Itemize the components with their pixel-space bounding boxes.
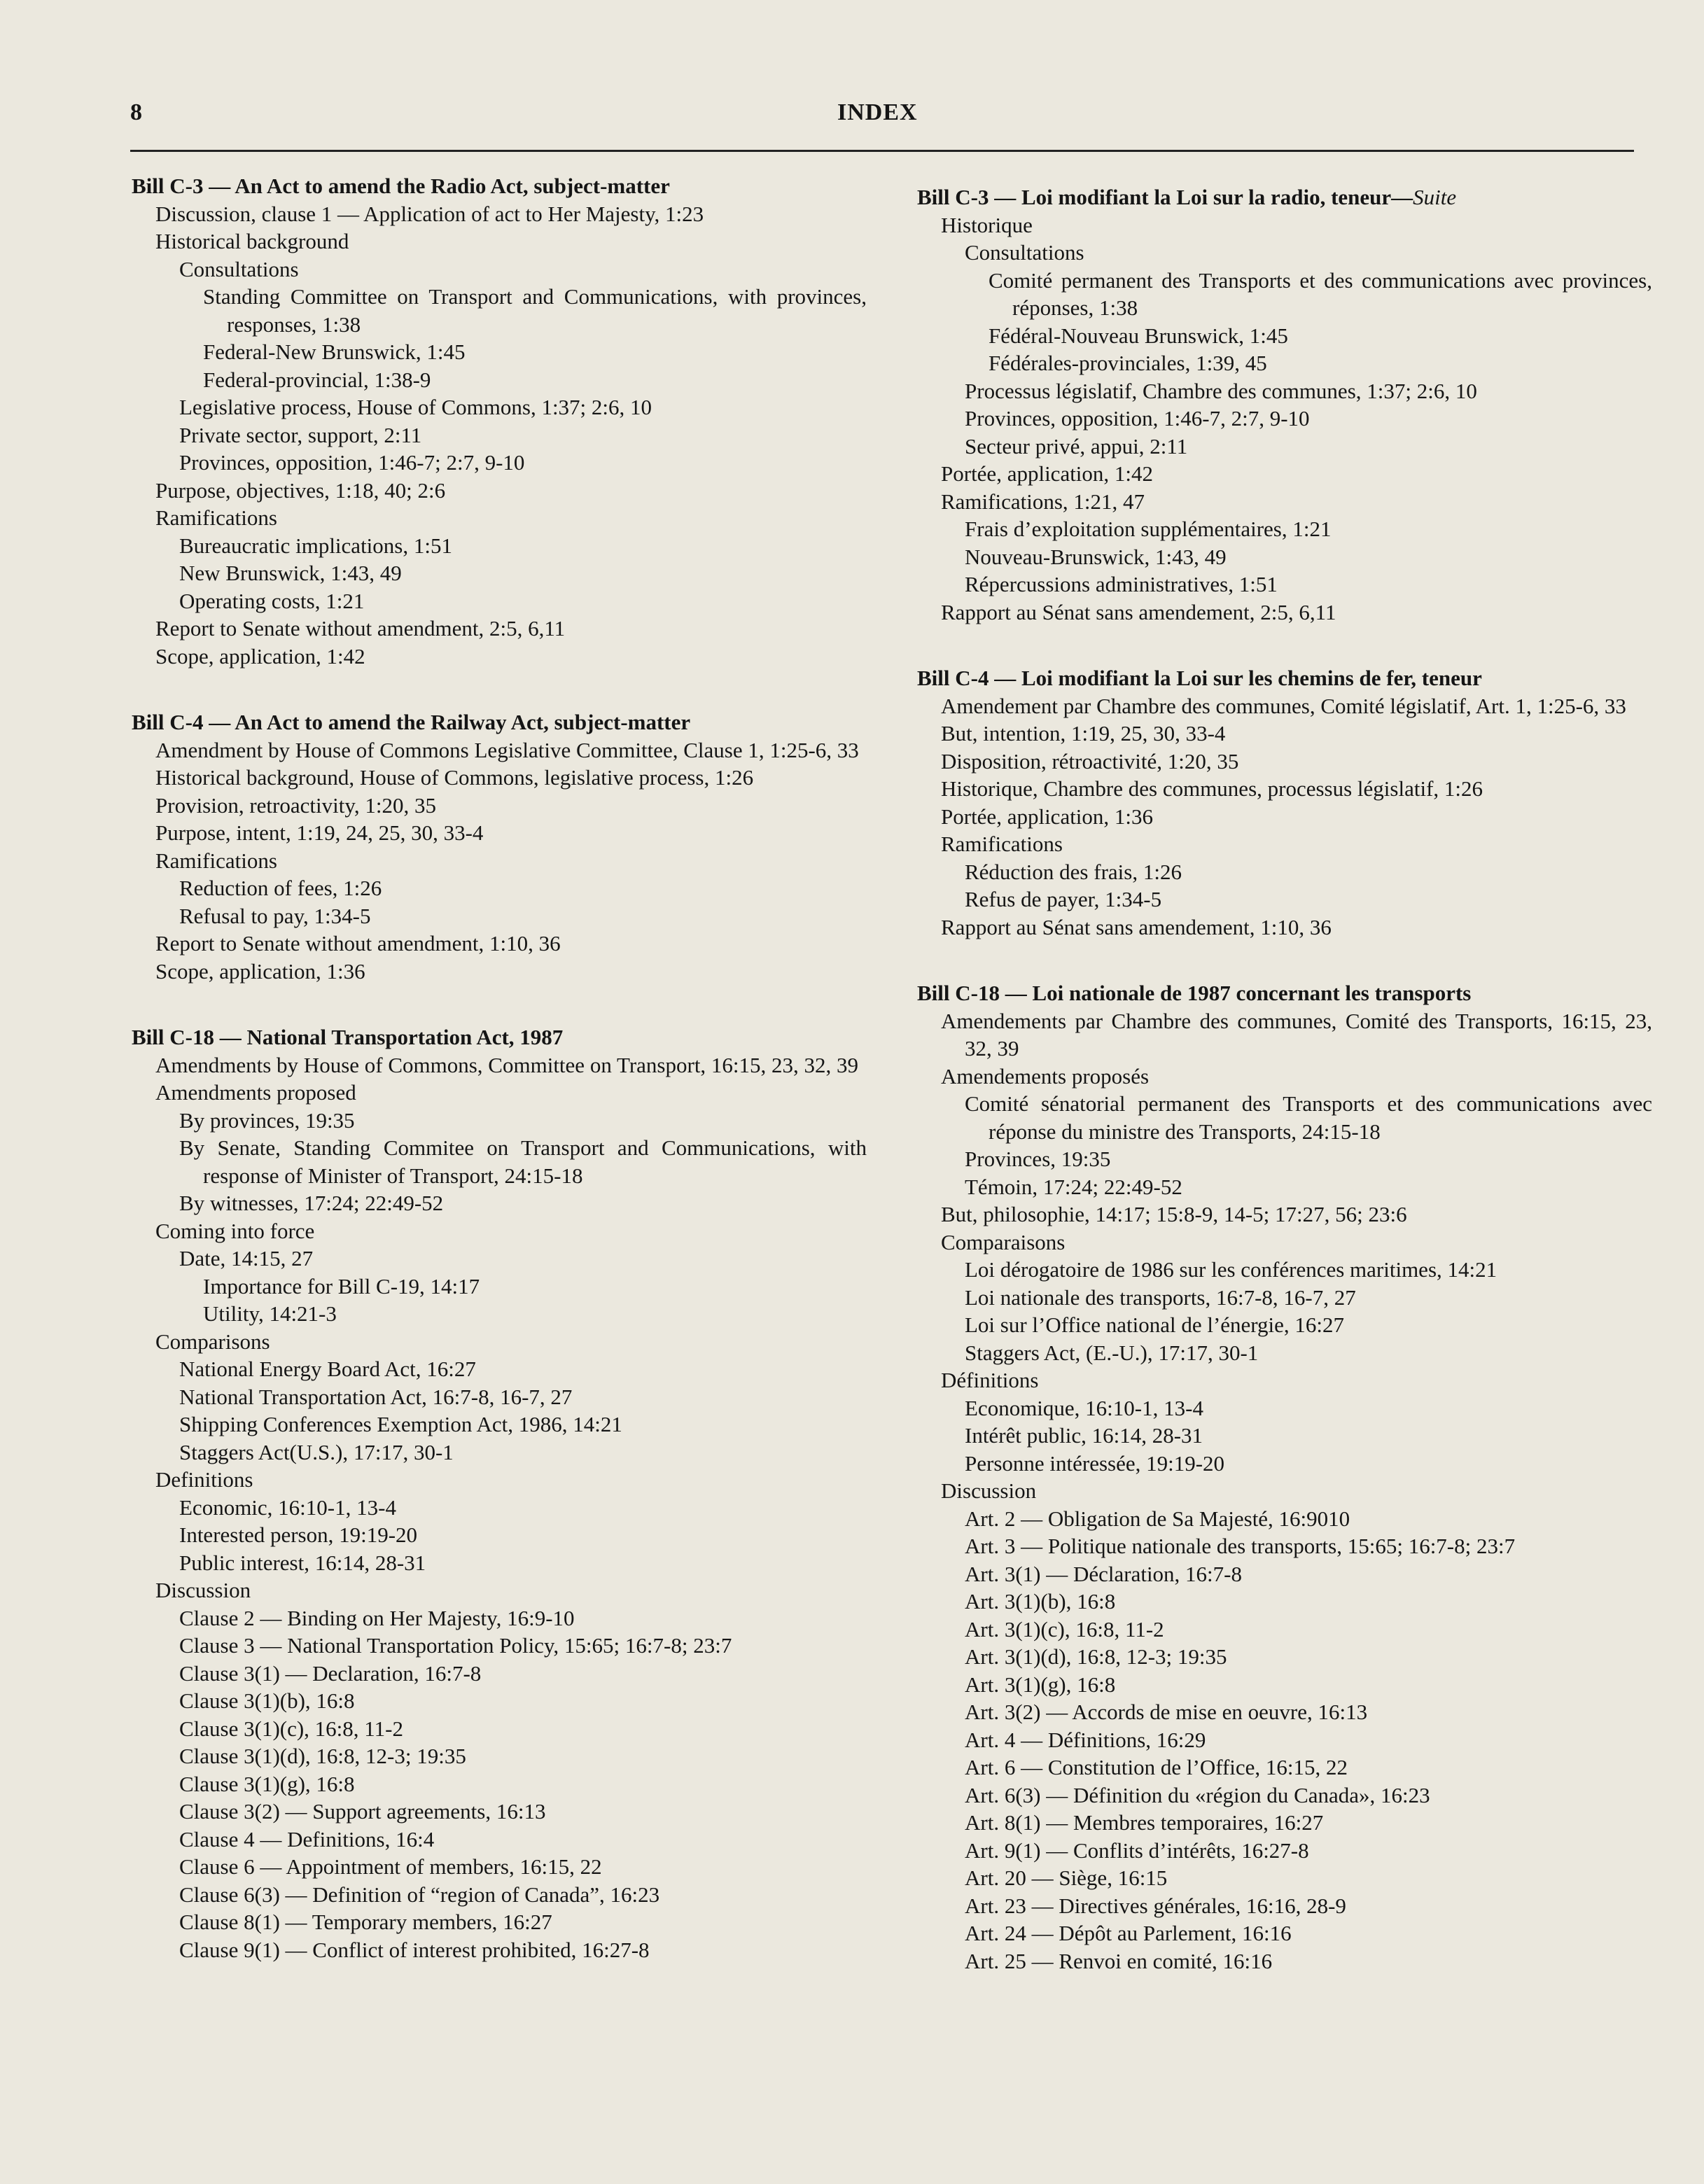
entry-title-text: Bill C-4 — An Act to amend the Railway Act, subject-matter [132,710,691,734]
index-subentry: Comité sénatorial permanent des Transports et des communications avec réponse du ministre des Transports, 24:15-18 [965,1091,1652,1144]
index-subentry: Ramifications, 1:21, 47 [941,489,1145,514]
index-subentry: Clause 3(2) — Support agreements, 16:13 [179,1799,546,1823]
index-subentry: Historical background, House of Commons, legislative process, 1:26 [155,765,754,790]
index-subentry: Art. 3(1) — Déclaration, 16:7-8 [965,1561,1242,1586]
index-subentry: Shipping Conferences Exemption Act, 1986, 14:21 [179,1412,622,1436]
index-subentry: Loi nationale des transports, 16:7-8, 16-7, 27 [965,1284,1356,1310]
entry-title [917,979,1652,1007]
index-subentry: Frais d’exploitation supplémentaires, 1:21 [965,517,1332,541]
index-subentry: Purpose, objectives, 1:18, 40; 2:6 [155,477,446,503]
index-subentry: Comité permanent des Transports et des communications avec provinces, réponses, 1:38 [989,267,1652,320]
entry-title [132,172,867,200]
index-entry [910,979,1652,1975]
index-subentry: Economic, 16:10-1, 13-4 [179,1494,396,1520]
index-subentry: Répercussions administratives, 1:51 [965,572,1278,596]
index-subentry: Date, 14:15, 27 [179,1246,314,1270]
index-subentry: By witnesses, 17:24; 22:49-52 [179,1191,444,1215]
index-subentry: Clause 3(1) — Declaration, 16:7-8 [179,1660,482,1686]
entry-title-text: Bill C-4 — Loi modifiant la Loi sur les chemins de fer, teneur [917,666,1482,690]
index-subentry: Provinces, 19:35 [965,1147,1111,1171]
entry-title [132,1023,867,1051]
index-subentry: Bureaucratic implications, 1:51 [179,533,452,558]
index-subentry: Discussion [155,1578,251,1602]
index-subentry: Art. 9(1) — Conflits d’intérêts, 16:27-8 [965,1837,1309,1863]
index-subentry: Art. 6 — Constitution de l’Office, 16:15, 22 [965,1755,1348,1779]
index-subentry: Scope, application, 1:36 [155,958,365,983]
index-subentry: Consultations [179,256,299,281]
index-entry [125,1023,867,1963]
index-subentry: Amendments by House of Commons, Committee on Transport, 16:15, 23, 32, 39 [155,1052,859,1077]
index-subentry: Rapport au Sénat sans amendement, 2:5, 6,11 [941,599,1336,624]
index-subentry: Interested person, 19:19-20 [179,1522,418,1547]
index-subentry: Clause 6(3) — Definition of “region of Canada”, 16:23 [179,1882,660,1907]
index-subentry: Clause 9(1) — Conflict of interest prohibited, 16:27-8 [179,1937,650,1962]
index-subentry: Staggers Act, (E.-U.), 17:17, 30-1 [965,1340,1259,1365]
index-subentry: Public interest, 16:14, 28-31 [179,1550,426,1575]
entry-title [917,664,1652,692]
index-subentry: Clause 3(1)(c), 16:8, 11-2 [179,1716,403,1741]
index-entry [125,172,867,670]
index-subentry: Secteur privé, appui, 2:11 [965,433,1188,458]
index-subentry: Consultations [965,240,1084,265]
index-subentry: Provision, retroactivity, 1:20, 35 [155,792,436,818]
index-subentry: Refusal to pay, 1:34-5 [179,903,371,928]
index-subentry: Loi dérogatoire de 1986 sur les conférences maritimes, 14:21 [965,1257,1497,1282]
index-subentry: Clause 4 — Definitions, 16:4 [179,1826,435,1851]
index-subentry: New Brunswick, 1:43, 49 [179,561,402,585]
entry-title-text: Bill C-3 — Loi modifiant la Loi sur la radio, teneur— [917,185,1413,209]
index-subentry: Nouveau-Brunswick, 1:43, 49 [965,544,1227,569]
index-subentry: Clause 6 — Appointment of members, 16:15, 22 [179,1854,602,1879]
index-subentry: Purpose, intent, 1:19, 24, 25, 30, 33-4 [155,820,484,845]
index-subentry: Portée, application, 1:42 [941,461,1154,486]
index-subentry: Art. 20 — Siège, 16:15 [965,1865,1168,1890]
index-subentry: National Energy Board Act, 16:27 [179,1357,476,1381]
index-subentry: Fédérales-provinciales, 1:39, 45 [989,351,1267,375]
index-subentry: Importance for Bill C-19, 14:17 [203,1273,480,1298]
index-subentry: Historique, Chambre des communes, processus législatif, 1:26 [941,776,1483,801]
index-subentry: Art. 3(1)(g), 16:8 [965,1672,1116,1697]
index-subentry: Discussion [941,1478,1037,1503]
entry-title-text: Bill C-18 — Loi nationale de 1987 concernant les transports [917,981,1472,1005]
index-subentry: Réduction des frais, 1:26 [965,859,1182,884]
index-subentry: Rapport au Sénat sans amendement, 1:10, 36 [941,914,1332,939]
index-subentry: Clause 8(1) — Temporary members, 16:27 [179,1910,552,1934]
index-subentry: Report to Senate without amendment, 1:10, 36 [155,931,561,955]
index-subentry: Utility, 14:21-3 [203,1301,337,1326]
index-subentry: Loi sur l’Office national de l’énergie, 16:27 [965,1312,1345,1337]
index-subentry: By provinces, 19:35 [179,1107,355,1133]
index-subentry: Art. 3(1)(b), 16:8 [965,1589,1116,1614]
index-subentry: Federal-New Brunswick, 1:45 [203,340,466,364]
index-subentry: Private sector, support, 2:11 [179,422,422,447]
index-subentry: Art. 3(1)(d), 16:8, 12-3; 19:35 [965,1644,1227,1669]
left-column [125,172,867,2002]
page-header [130,97,1634,152]
index-subentry: Amendement par Chambre des communes, Comité législatif, Art. 1, 1:25-6, 33 [941,693,1626,718]
index-subentry: Economique, 16:10-1, 13-4 [965,1395,1203,1420]
index-subentry: But, intention, 1:19, 25, 30, 33-4 [941,721,1226,746]
index-subentry: Coming into force [155,1218,315,1243]
index-subentry: Comparisons [155,1329,270,1354]
index-subentry: Amendements proposés [941,1063,1150,1088]
index-subentry: Art. 23 — Directives générales, 16:16, 28-9 [965,1893,1346,1918]
index-subentry: Ramifications [941,832,1063,856]
index-subentry: Historical background [155,229,349,253]
index-subentry: Ramifications [155,848,277,873]
index-subentry: Legislative process, House of Commons, 1:37; 2:6, 10 [179,395,652,419]
index-subentry: Art. 6(3) — Définition du «région du Canada», 16:23 [965,1782,1430,1807]
index-subentry: Comparaisons [941,1229,1066,1254]
index-entry [910,183,1652,626]
entry-title-text: Bill C-18 — National Transportation Act, 1987 [132,1025,564,1049]
index-subentry: Discussion, clause 1 — Application of act to Her Majesty, 1:23 [155,201,704,226]
index-subentry: Definitions [155,1467,253,1492]
index-subentry: Art. 4 — Définitions, 16:29 [965,1727,1206,1752]
index-subentry: Portée, application, 1:36 [941,804,1154,829]
index-subentry: Amendements par Chambre des communes, Comité des Transports, 16:15, 23, 32, 39 [941,1008,1652,1060]
index-subentry: Art. 3(2) — Accords de mise en oeuvre, 16:13 [965,1700,1368,1724]
index-subentry: Clause 3(1)(b), 16:8 [179,1688,355,1713]
index-subentry: Personne intéressée, 19:19-20 [965,1450,1225,1476]
index-subentry: Définitions [941,1368,1039,1392]
index-subentry: Scope, application, 1:42 [155,643,365,668]
index-subentry: Standing Committee on Transport and Communications, with provinces, responses, 1:38 [203,284,867,337]
index-subentry: Art. 25 — Renvoi en comité, 16:16 [965,1948,1273,1973]
index-subentry: Clause 2 — Binding on Her Majesty, 16:9-10 [179,1605,575,1630]
index-subentry: Art. 3 — Politique nationale des transports, 15:65; 16:7-8; 23:7 [965,1534,1516,1558]
index-subentry: Art. 3(1)(c), 16:8, 11-2 [965,1616,1164,1642]
index-subentry: By Senate, Standing Commitee on Transport and Communications, with response of Minister of Transport, 24:15-18 [179,1135,867,1188]
index-subentry: Clause 3(1)(g), 16:8 [179,1771,355,1796]
index-subentry: Art. 2 — Obligation de Sa Majesté, 16:9010 [965,1506,1350,1531]
right-column [910,183,1652,2013]
index-subentry: Clause 3 — National Transportation Policy, 15:65; 16:7-8; 23:7 [179,1633,732,1658]
index-subentry: Provinces, opposition, 1:46-7, 2:7, 9-10 [965,406,1310,430]
index-subentry: Staggers Act(U.S.), 17:17, 30-1 [179,1439,454,1464]
entry-title [917,183,1652,211]
index-subentry: Intérêt public, 16:14, 28-31 [965,1423,1203,1448]
running-head: INDEX [837,99,918,125]
page-number: 8 [130,99,142,125]
index-subentry: Report to Senate without amendment, 2:5, 6,11 [155,616,566,640]
index-subentry: Reduction of fees, 1:26 [179,876,382,900]
index-subentry: Federal-provincial, 1:38-9 [203,367,431,392]
index-subentry: Refus de payer, 1:34-5 [965,887,1162,911]
index-subentry: Amendment by House of Commons Legislative Committee, Clause 1, 1:25-6, 33 [155,737,859,762]
index-subentry: Clause 3(1)(d), 16:8, 12-3; 19:35 [179,1744,466,1768]
index-subentry: Disposition, rétroactivité, 1:20, 35 [941,748,1239,774]
index-entry [125,708,867,985]
index-subentry: Historique [941,212,1033,237]
index-subentry: National Transportation Act, 16:7-8, 16-7, 27 [179,1384,573,1409]
index-subentry: Ramifications [155,505,277,530]
index-subentry: Operating costs, 1:21 [179,588,365,613]
entry-title [132,708,867,736]
entry-title-text: Bill C-3 — An Act to amend the Radio Act, subject-matter [132,174,670,198]
entry-title-suffix: Suite [1413,185,1457,209]
index-subentry: Amendments proposed [155,1080,356,1105]
index-subentry: Processus législatif, Chambre des communes, 1:37; 2:6, 10 [965,378,1477,403]
index-subentry: Art. 8(1) — Membres temporaires, 16:27 [965,1810,1324,1835]
index-entry [910,664,1652,941]
index-subentry: Provinces, opposition, 1:46-7; 2:7, 9-10 [179,450,525,475]
index-subentry: Témoin, 17:24; 22:49-52 [965,1174,1182,1199]
index-subentry: But, philosophie, 14:17; 15:8-9, 14-5; 17:27, 56; 23:6 [941,1202,1407,1226]
index-subentry: Art. 24 — Dépôt au Parlement, 16:16 [965,1921,1292,1945]
index-subentry: Fédéral-Nouveau Brunswick, 1:45 [989,323,1288,348]
